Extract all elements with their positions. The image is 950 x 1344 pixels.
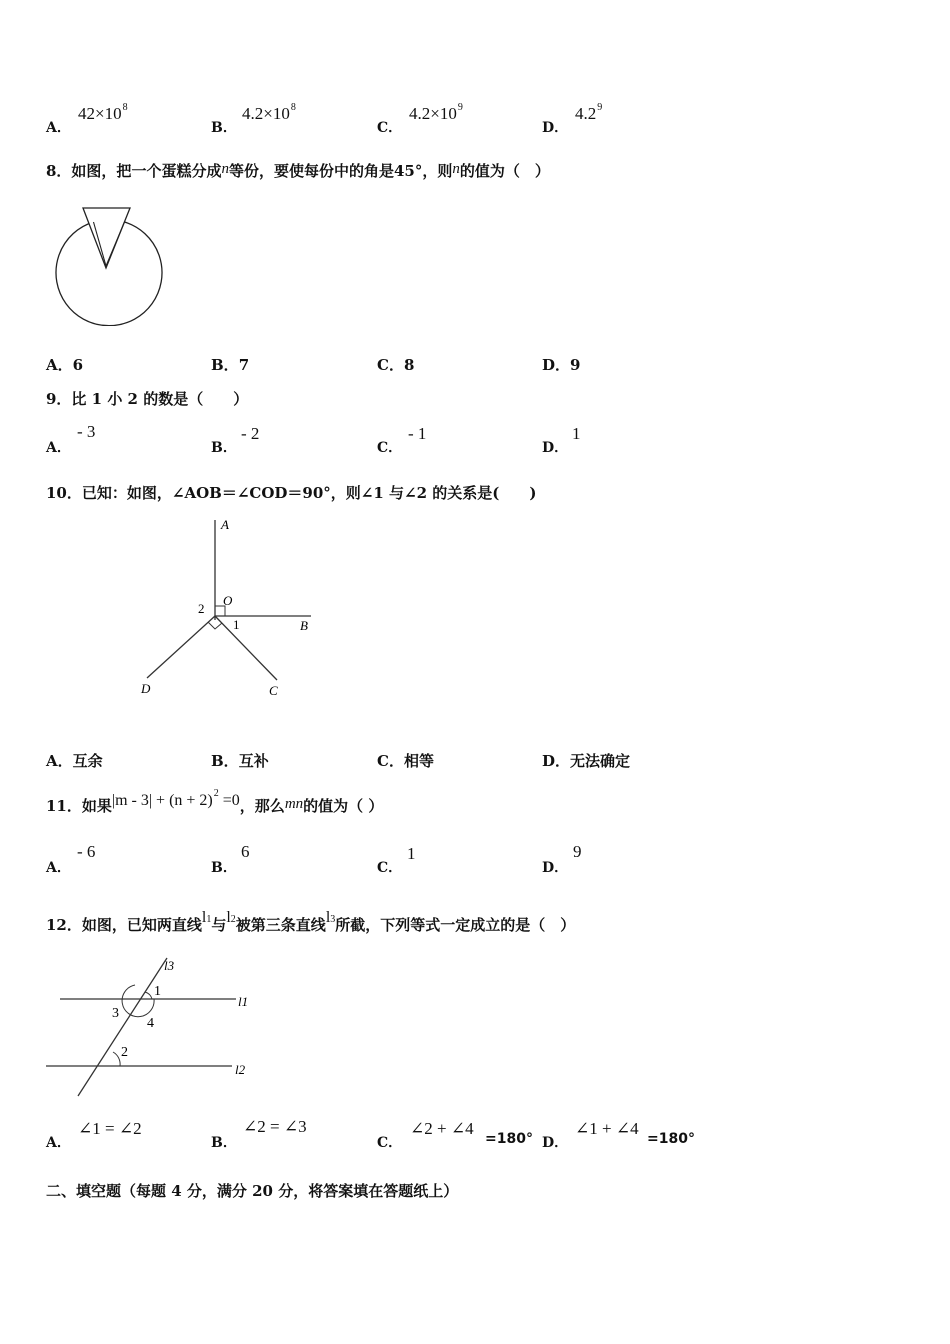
q9-option-a-value: - 3 bbox=[77, 422, 96, 441]
q9-option-d[interactable]: D． bbox=[542, 440, 569, 456]
q11-option-a-value: - 6 bbox=[77, 842, 96, 861]
ray-OC bbox=[215, 616, 277, 680]
q12-option-d[interactable]: D． bbox=[542, 1135, 569, 1151]
q11-option-d[interactable]: D． bbox=[542, 860, 569, 876]
q12-option-a[interactable]: A． bbox=[46, 1135, 71, 1151]
q11-option-c[interactable]: C． bbox=[377, 860, 403, 876]
label-3: 3 bbox=[112, 1006, 119, 1021]
q12-option-b-value: ∠2 = ∠3 bbox=[243, 1117, 307, 1136]
q11-option-b-value: 6 bbox=[241, 842, 250, 861]
label-4: 4 bbox=[147, 1016, 154, 1031]
label-l2: l2 bbox=[235, 1062, 246, 1077]
label-B: B bbox=[300, 618, 308, 633]
label-O: O bbox=[223, 593, 233, 608]
q8-stem: 8．如图，把一个蛋糕分成n等份，要使每份中的角是45°，则n的值为（ ） bbox=[46, 161, 550, 180]
q11-option-a[interactable]: A． bbox=[46, 860, 71, 876]
q9-option-c-value: - 1 bbox=[408, 424, 427, 443]
q7-option-b-value: $4.2\times 10^8$ bbox=[242, 102, 296, 123]
label-l1: l1 bbox=[238, 994, 249, 1009]
arc-angle-1 bbox=[145, 992, 152, 999]
q10-stem: 10．已知：如图，∠AOB＝∠COD＝90°，则∠1 与∠2 的关系是( ) bbox=[46, 484, 537, 502]
q7-option-d-value: $4.2^9$ bbox=[575, 102, 603, 123]
label-angle-2: 2 bbox=[198, 601, 205, 616]
q11-expression: $|m - 3| + (n + 2)^2 =0$ bbox=[111, 788, 240, 809]
q11-option-b[interactable]: B． bbox=[211, 860, 237, 876]
q8-option-a[interactable]: A．6 bbox=[46, 356, 84, 374]
q10-option-a[interactable]: A．互余 bbox=[46, 752, 103, 770]
q7-option-c[interactable] bbox=[377, 117, 402, 137]
q7-option-b[interactable] bbox=[211, 117, 237, 137]
q12-stem: 12．如图，已知两直线l1与l2被第三条直线l3所截，下列等式一定成立的是（ ） bbox=[46, 909, 576, 934]
q10-option-d[interactable]: D．无法确定 bbox=[542, 752, 631, 770]
right-angle-mark-COD bbox=[208, 622, 222, 629]
label-1: 1 bbox=[154, 984, 161, 999]
label-angle-1: 1 bbox=[233, 617, 240, 632]
q9-option-b[interactable]: B． bbox=[211, 440, 237, 456]
ray-OD bbox=[147, 616, 215, 678]
label-C: C bbox=[269, 683, 278, 698]
label-l3: l3 bbox=[164, 958, 175, 973]
q7-option-c-value: $4.2\times 10^9$ bbox=[409, 102, 463, 123]
q9-option-b-value: - 2 bbox=[241, 424, 260, 443]
q9-stem: 9．比 1 小 2 的数是（ ） bbox=[46, 390, 249, 408]
option-label: B． bbox=[211, 120, 237, 136]
option-label: D． bbox=[542, 120, 569, 136]
q7-option-a[interactable] bbox=[46, 117, 71, 137]
option-label: A． bbox=[46, 120, 71, 136]
arc-angle-2 bbox=[113, 1052, 120, 1066]
q8-option-b[interactable]: B．7 bbox=[211, 356, 250, 374]
q10-option-b[interactable]: B．互补 bbox=[211, 752, 269, 770]
q9-option-d-value: 1 bbox=[572, 424, 581, 443]
label-D: D bbox=[141, 681, 151, 696]
cake-slice bbox=[83, 208, 130, 268]
angle-figure bbox=[135, 512, 325, 702]
parallel-lines-figure bbox=[40, 952, 270, 1102]
q8-option-d[interactable]: D．9 bbox=[542, 356, 581, 374]
option-label: C． bbox=[377, 120, 403, 136]
q8-option-c[interactable]: C．8 bbox=[377, 356, 415, 374]
q12-option-b[interactable]: B． bbox=[211, 1135, 237, 1151]
q12-option-a-value: ∠1 = ∠2 bbox=[78, 1119, 142, 1138]
q11-option-c-value: 1 bbox=[407, 844, 416, 863]
label-A: A bbox=[221, 517, 229, 532]
q9-option-c[interactable]: C． bbox=[377, 440, 403, 456]
q12-option-d-value: ∠1 + ∠4 bbox=[575, 1119, 639, 1138]
q10-option-c[interactable]: C．相等 bbox=[377, 752, 434, 770]
q9-option-a[interactable]: A． bbox=[46, 440, 71, 456]
arc-angle-3-4 bbox=[122, 985, 154, 1017]
section-heading: 二、填空题（每题 4 分，满分 20 分，将答案填在答题纸上） bbox=[46, 1182, 459, 1200]
q12-option-c-suffix: =180° bbox=[485, 1131, 533, 1147]
q7-option-d[interactable] bbox=[542, 117, 568, 137]
q12-option-d-suffix: =180° bbox=[647, 1131, 695, 1147]
q7-option-a-value: $42\times 10^8$ bbox=[78, 102, 128, 123]
q12-option-c[interactable]: C． bbox=[377, 1135, 403, 1151]
label-2: 2 bbox=[121, 1045, 128, 1060]
q11-stem: 11．如果$|m - 3| + (n + 2)^2 =0$，那么mn的值为（ ） bbox=[46, 788, 384, 815]
q12-option-c-value: ∠2 + ∠4 bbox=[410, 1119, 474, 1138]
cake-figure bbox=[48, 198, 168, 326]
q11-option-d-value: 9 bbox=[573, 842, 582, 861]
